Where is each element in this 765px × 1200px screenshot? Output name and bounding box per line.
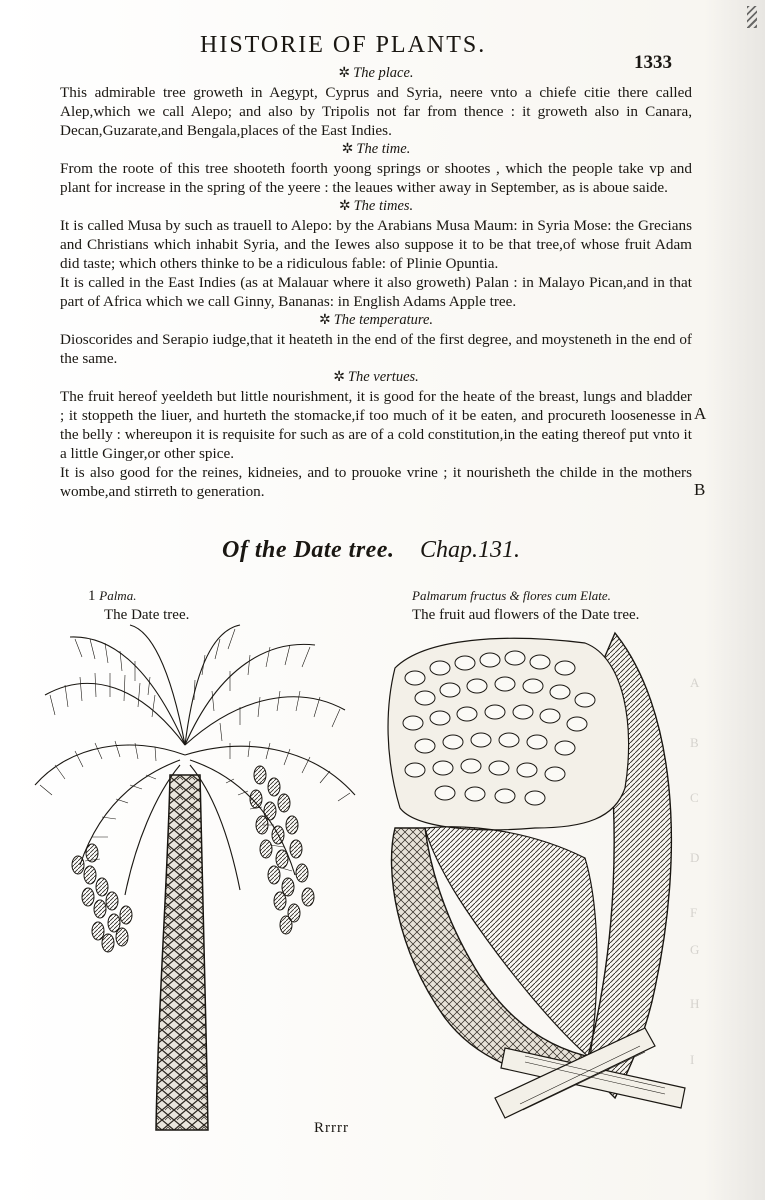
chapter-number: Chap.131.	[420, 537, 521, 563]
date-fruit-flowers-woodcut-image	[385, 628, 690, 1128]
figure-2-latin-name: Palmarum fructus & flores cum Elate.	[412, 588, 611, 603]
page-edge-mark	[747, 6, 757, 28]
section-heading-time: ✲ The time.	[341, 141, 411, 157]
figure-1-label	[88, 588, 136, 605]
signature-mark: Rrrrr	[314, 1120, 349, 1136]
paragraph-vertues-2: It is also good for the reines, kidneies, and to prouoke vrine ; it nourisheth the childe in the mothers wombe,and stirreth to generation.	[60, 464, 692, 500]
bleed-through-letter: I	[690, 1052, 695, 1067]
margin-letter-b: B	[694, 480, 706, 499]
section-heading-vertues: ✲ The vertues.	[333, 369, 419, 385]
paragraph-temperature: Dioscorides and Serapio iudge,that it heateth in the end of the first degree, and moysteneth in the end of the same.	[60, 331, 692, 367]
figure-1-caption: The Date tree.	[104, 607, 190, 623]
figure-2-caption: The fruit aud flowers of the Date tree.	[412, 607, 640, 623]
bleed-through-letter: C	[690, 790, 699, 805]
section-heading-place: ✲ The place.	[338, 65, 414, 81]
page-number: 1333	[634, 52, 672, 73]
fleuron-icon: ✲	[318, 313, 331, 328]
date-palm-woodcut-image	[30, 625, 360, 1135]
bleed-through-letter: G	[690, 942, 700, 957]
section-heading-temperature: ✲ The temperature.	[318, 312, 434, 328]
paragraph-time: From the roote of this tree shooteth foorth yoong springs or shootes , which the people take vp and plant for increase in the spring of the yeere : the leaues wither away in September, as is aboue saide.	[60, 160, 692, 196]
bleed-through-letter: B	[690, 735, 699, 750]
chapter-title: Of the Date tree.	[222, 537, 395, 563]
bleed-through-letter: H	[690, 996, 700, 1011]
main-text-block	[60, 64, 692, 501]
fleuron-icon: ✲	[341, 142, 354, 157]
paragraph-place: This admirable tree groweth in Aegypt, Cyprus and Syria, neere vnto a chiefe citie there called Alep,which we call Alepo; and also by Tripolis not far from thence : it groweth also in Canara, Decan,Guzarate,and Bengala,places of the East Indies.	[60, 84, 692, 139]
bleed-through-letter: F	[690, 905, 698, 920]
section-heading-names: ✲ The times.	[338, 198, 414, 214]
figure-1-latin-name: Palma.	[99, 588, 137, 603]
figure-1-number: 1	[88, 588, 96, 604]
paragraph-vertues-1: The fruit hereof yeeldeth but little nourishment, it is good for the heate of the breast, lungs and bladder ; it stoppeth the liuer, and hurteth the stomacke,if too much of it be eaten, and procureth loosenesse in the belly : whereupon it is requisite for such as are of a cold constitution,in the eating thereof put vnto it a little Ginger,or other spice.	[60, 388, 692, 462]
running-head: HISTORIE OF PLANTS.	[200, 32, 487, 58]
paragraph-names-1: It is called Musa by such as trauell to Alepo: by the Arabians Musa Maum: in Syria Mose: the Grecians and Christians which inhabit Syria, and the Iewes also suppose it to be that tree,of whose fruit Adam did taste; which others thinke to be a ridiculous fable: of Plinie Opuntia.	[60, 217, 692, 272]
fleuron-icon: ✲	[338, 199, 351, 214]
margin-letter-a: A	[694, 404, 707, 423]
bleed-through-letter: D	[690, 850, 700, 865]
fleuron-icon: ✲	[338, 66, 351, 81]
paragraph-names-2: It is called in the East Indies (as at Malauar where it also groweth) Palan : in Malayo Pican,and in that part of Africa which we call Ginny, Bananas: in English Adams Apple tree.	[60, 274, 692, 310]
fleuron-icon: ✲	[333, 370, 345, 385]
bleed-through-letter: A	[690, 675, 700, 690]
